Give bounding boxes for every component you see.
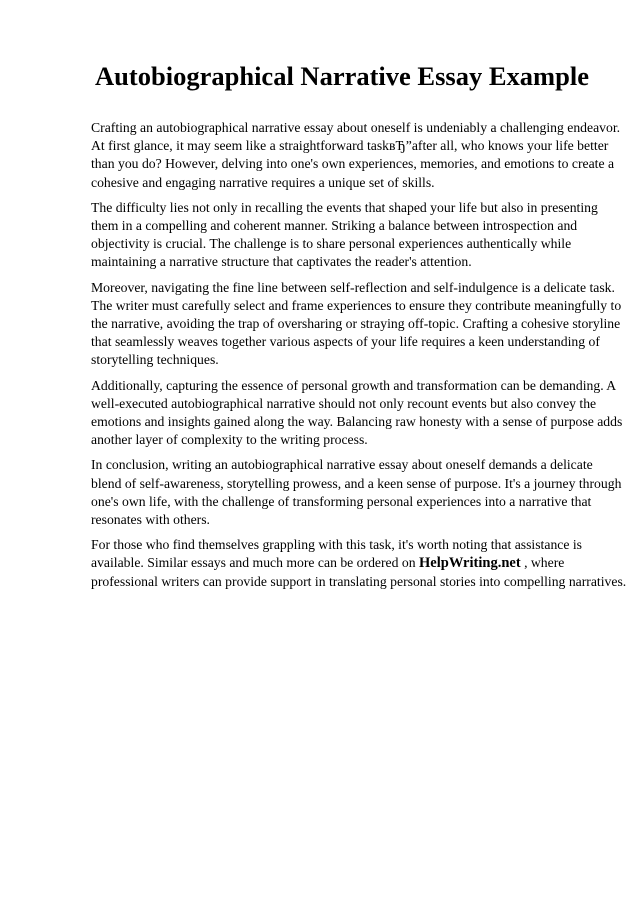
text-line: cohesive and engaging narrative requires a unique set of skills. <box>91 174 435 190</box>
text-line: In conclusion, writing an autobiographical narrative essay about oneself demands a delicate <box>91 457 593 473</box>
text-line: the narrative, avoiding the trap of oversharing or straying off-topic. Crafting a cohesive storyline <box>91 316 621 332</box>
text-line: well-executed autobiographical narrative should not only recount events but also convey the <box>91 395 597 411</box>
text-segment: available. Similar essays and much more can be ordered on <box>91 555 420 571</box>
paragraph <box>91 279 622 370</box>
text-line: one's own life, with the challenge of transforming personal experiences into a narrative that <box>91 493 592 509</box>
text-line-with-link <box>91 554 598 572</box>
text-line: Additionally, capturing the essence of personal growth and transformation can be demanding. A <box>91 377 617 393</box>
text-line: professional writers can provide support in translating personal stories into compelling narratives. <box>91 573 627 589</box>
text-line: emotions and insights gained along the way. Balancing raw honesty with a sense of purpose adds <box>91 414 623 430</box>
text-line: than you do? However, delving into one's own experiences, memories, and emotions to create a <box>91 156 615 172</box>
text-line: storytelling techniques. <box>91 352 219 368</box>
text-line: resonates with others. <box>91 512 210 528</box>
paragraph <box>91 456 622 529</box>
text-line: For those who find themselves grappling with this task, it's worth noting that assistance is <box>91 537 582 553</box>
text-line: The writer must carefully select and frame experiences to ensure they contribute meaningfully to <box>91 297 622 313</box>
text-line: that seamlessly weaves together various aspects of your life requires a keen understanding of <box>91 334 600 350</box>
text-line: The difficulty lies not only in recalling the events that shaped your life but also in presenting <box>91 199 598 215</box>
helpwriting-link[interactable]: HelpWriting.net <box>419 555 521 572</box>
paragraph <box>91 377 623 450</box>
text-line: maintaining a narrative structure that captivates the reader's attention. <box>91 254 472 270</box>
paragraph <box>91 199 598 272</box>
paragraph <box>91 119 621 192</box>
closing-paragraph <box>91 536 627 591</box>
text-line: them in a compelling and coherent manner. Striking a balance between introspection and <box>91 218 578 234</box>
text-line: blend of self-awareness, storytelling prowess, and a keen sense of purpose. It's a journey through <box>91 475 622 491</box>
text-line: Crafting an autobiographical narrative essay about oneself is undeniably a challenging endeavor. <box>91 120 621 135</box>
essay-body <box>91 119 627 598</box>
text-line: Moreover, navigating the fine line between self-reflection and self-indulgence is a delicate task. <box>91 279 615 295</box>
page-title: Autobiographical Narrative Essay Example <box>95 61 589 91</box>
text-line: At first glance, it may seem like a straightforward taskвЂ”after all, who knows your life better <box>91 138 609 154</box>
text-line: another layer of complexity to the writing process. <box>91 432 368 448</box>
text-segment: , where <box>520 555 565 571</box>
text-line: objectivity is crucial. The challenge is to share personal experiences authentically while <box>91 236 572 252</box>
